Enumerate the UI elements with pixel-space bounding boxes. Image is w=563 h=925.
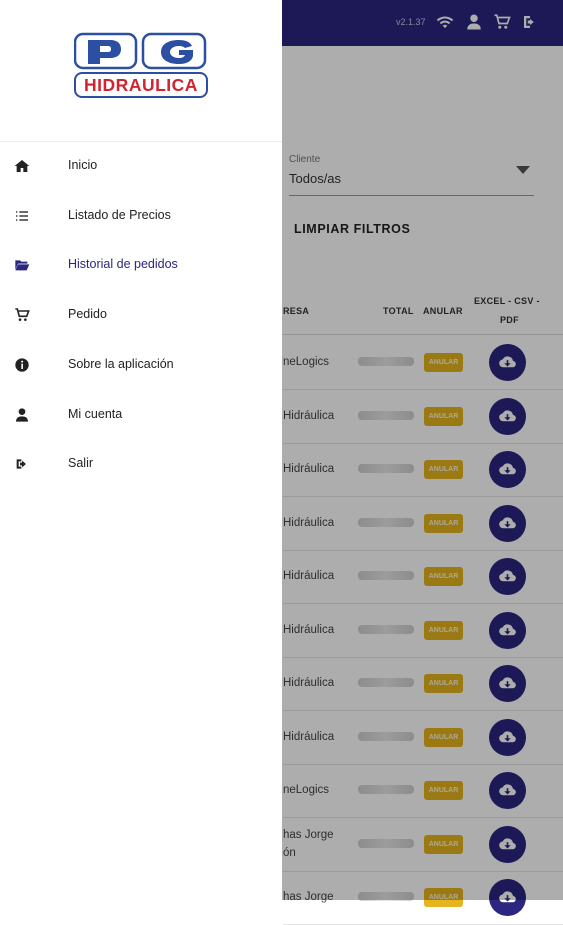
anular-button[interactable]: ANULAR [424, 621, 463, 640]
drawer-item-label: Salir [68, 456, 94, 471]
anular-button[interactable]: ANULAR [424, 888, 463, 907]
row-empresa-text: neLogics [283, 784, 330, 796]
anular-button[interactable]: ANULAR [424, 835, 463, 854]
header-export: EXCEL - CSV - [474, 296, 540, 306]
anular-button[interactable]: ANULAR [424, 674, 463, 693]
drawer-item-label: Mi cuenta [68, 406, 123, 421]
row-empresa-text: has Jorge [283, 828, 334, 841]
folder-open-icon [14, 257, 30, 273]
drawer-item-label: Historial de pedidos [68, 257, 178, 272]
anular-button[interactable]: ANULAR [424, 353, 463, 372]
row-empresa-text: Hidráulica [283, 570, 335, 582]
logout-icon [14, 456, 30, 472]
row-empresa-text: Hidráulica [283, 677, 335, 689]
navigation-drawer [0, 0, 282, 900]
row-empresa-text: Hidráulica [283, 516, 335, 529]
row-empresa-text: Hidráulica [283, 730, 335, 743]
drawer-item-label: Inicio [68, 158, 98, 172]
drawer-item-inicio[interactable] [0, 143, 282, 191]
logo-text: HIDRAULICA [74, 72, 208, 98]
drawer-item-pedido[interactable] [0, 292, 282, 340]
drawer-item-label: Sobre la aplicación [68, 356, 174, 371]
list-icon [14, 208, 30, 224]
row-empresa-text: neLogics [283, 356, 330, 368]
info-icon [14, 357, 30, 373]
drawer-item-sobre-la-aplicaci-n[interactable] [0, 342, 282, 390]
row-empresa-text: Hidráulica [283, 623, 335, 636]
row-empresa-text: Hidráulica [283, 409, 335, 422]
app-version: v2.1.37 [396, 17, 426, 27]
account-icon [14, 407, 30, 423]
drawer-divider [0, 141, 282, 142]
home-icon [14, 158, 30, 174]
row-empresa-text-line2: ón [283, 846, 296, 859]
anular-button[interactable]: ANULAR [424, 460, 463, 479]
cart-icon [14, 307, 30, 323]
row-empresa-text: Hidráulica [283, 463, 335, 475]
header-anular: ANULAR [423, 306, 463, 316]
anular-button[interactable]: ANULAR [424, 407, 463, 426]
header-total: TOTAL [383, 306, 414, 316]
clear-filters-button[interactable]: LIMPIAR FILTROS [294, 222, 411, 236]
anular-button[interactable]: ANULAR [424, 781, 463, 800]
pg-hidraulica-logo [74, 32, 208, 98]
anular-button[interactable]: ANULAR [424, 514, 463, 533]
drawer-item-listado-de-precios[interactable] [0, 193, 282, 241]
header-export-pdf: PDF [500, 315, 519, 325]
drawer-item-label: Listado de Precios [68, 207, 171, 222]
cliente-value: Todos/as [289, 171, 342, 186]
drawer-item-historial-de-pedidos[interactable] [0, 242, 282, 290]
anular-button[interactable]: ANULAR [424, 728, 463, 747]
row-empresa-text: has Jorge [283, 891, 334, 903]
header-empresa: RESA [283, 306, 310, 316]
drawer-item-salir[interactable] [0, 441, 282, 489]
anular-button[interactable]: ANULAR [424, 567, 463, 586]
drawer-item-mi-cuenta[interactable] [0, 392, 282, 440]
cliente-label: Cliente [289, 154, 321, 165]
drawer-item-label: Pedido [68, 307, 107, 322]
